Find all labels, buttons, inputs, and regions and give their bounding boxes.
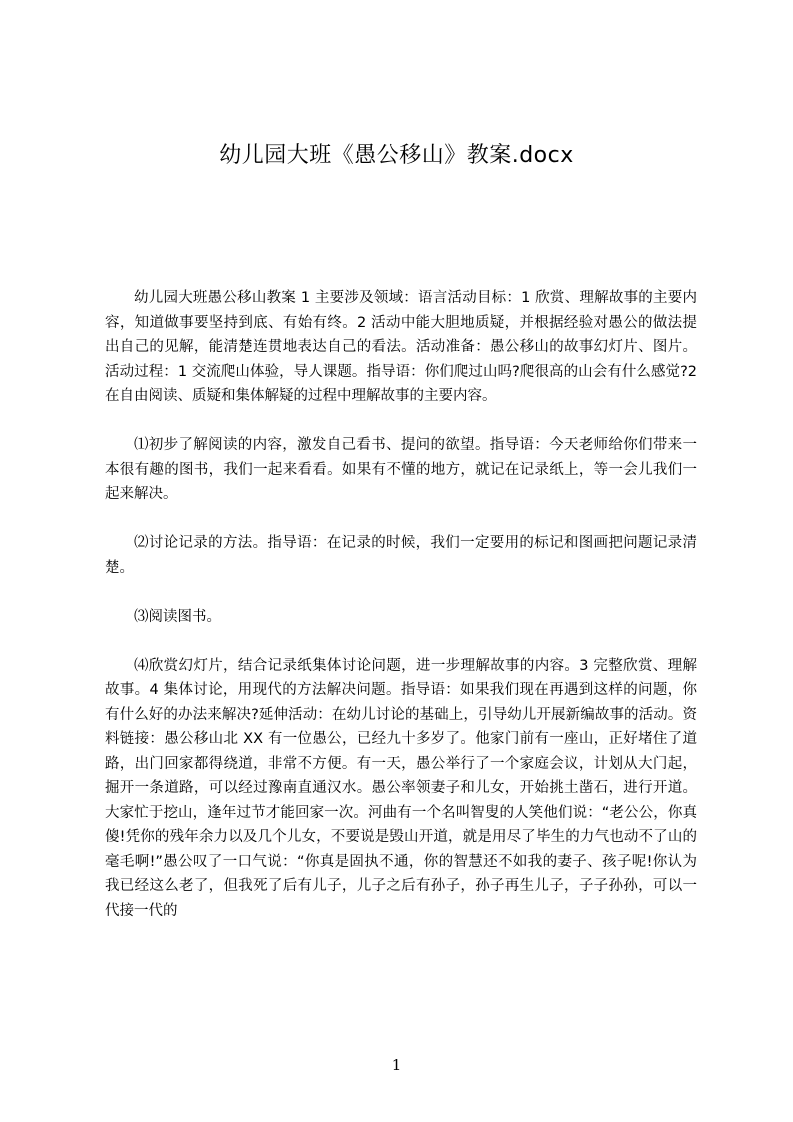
paragraph-step-3: ⑶阅读图书。 [134, 608, 221, 625]
paragraph-spacer [105, 507, 697, 532]
paragraph-intro: 幼儿园大班愚公移山教案 1 主要涉及领域：语言活动目标：1 欣赏、理解故事的主要内容，知道做事要坚持到底、有始有终。2 活动中能大胆地质疑，并根据经验对愚公的做法提出自己的见解，能清楚连贯地表达自己的看法。活动准备：愚公移山的故事幻灯片、图片。活动过程：1 交流爬山体验，导人课题。指导语：你们爬过山吗?爬很高的山会有什么感觉?2 在自由阅读、质疑和集体解疑的过程中理解故事的主要内容。 [105, 290, 697, 404]
document-body [105, 286, 697, 923]
paragraph-step-1: ⑴初步了解阅读的内容，激发自己看书、提问的欲望。指导语：今天老师给你们带来一本很有趣的图书，我们一起来看看。如果有不懂的地方，就记在记录纸上，等一会儿我们一起来解决。 [105, 437, 697, 502]
page-number: 1 [391, 1056, 402, 1074]
paragraph-spacer [105, 580, 697, 605]
paragraph-step-4: ⑷欣赏幻灯片，结合记录纸集体讨论问题，进一步理解故事的内容。3 完整欣赏、理解故事。4 集体讨论，用现代的方法解决问题。指导语：如果我们现在再遇到这样的问题，你有什么好的办法来解决?延伸活动：在幼儿讨论的基础上，引导幼儿开展新编故事的活动。资料链接：愚公移山北 XX 有一位愚公，已经九十多岁了。他家门前有一座山，正好堵住了道路，出门回家都得绕道，非常不方便。有一天，愚公举行了一个家庭会议，计划从大门起，掘开一条道路，可以经过豫南直通汉水。愚公率领妻子和儿女，开始挑土凿石，进行开道。大家忙于挖山，逢年过节才能回家一次。河曲有一个名叫智叟的人笑他们说：“老公公，你真傻!凭你的残年余力以及几个儿女，不要说是毁山开道，就是用尽了毕生的力气也动不了山的毫毛啊!”愚公叹了一口气说：“你真是固执不通，你的智慧还不如我的妻子、孩子呢!你认为我已经这么老了，但我死了后有儿子，儿子之后有孙子，孙子再生儿子，子子孙孙，可以一代接一代的 [105, 657, 697, 919]
paragraph-step-2: ⑵讨论记录的方法。指导语：在记录的时候，我们一定要用的标记和图画把问题记录清楚。 [105, 535, 697, 576]
paragraph-spacer [105, 629, 697, 654]
paragraph-spacer [105, 409, 697, 434]
page-title: 幼儿园大班《愚公移山》教案.docx [219, 143, 574, 168]
